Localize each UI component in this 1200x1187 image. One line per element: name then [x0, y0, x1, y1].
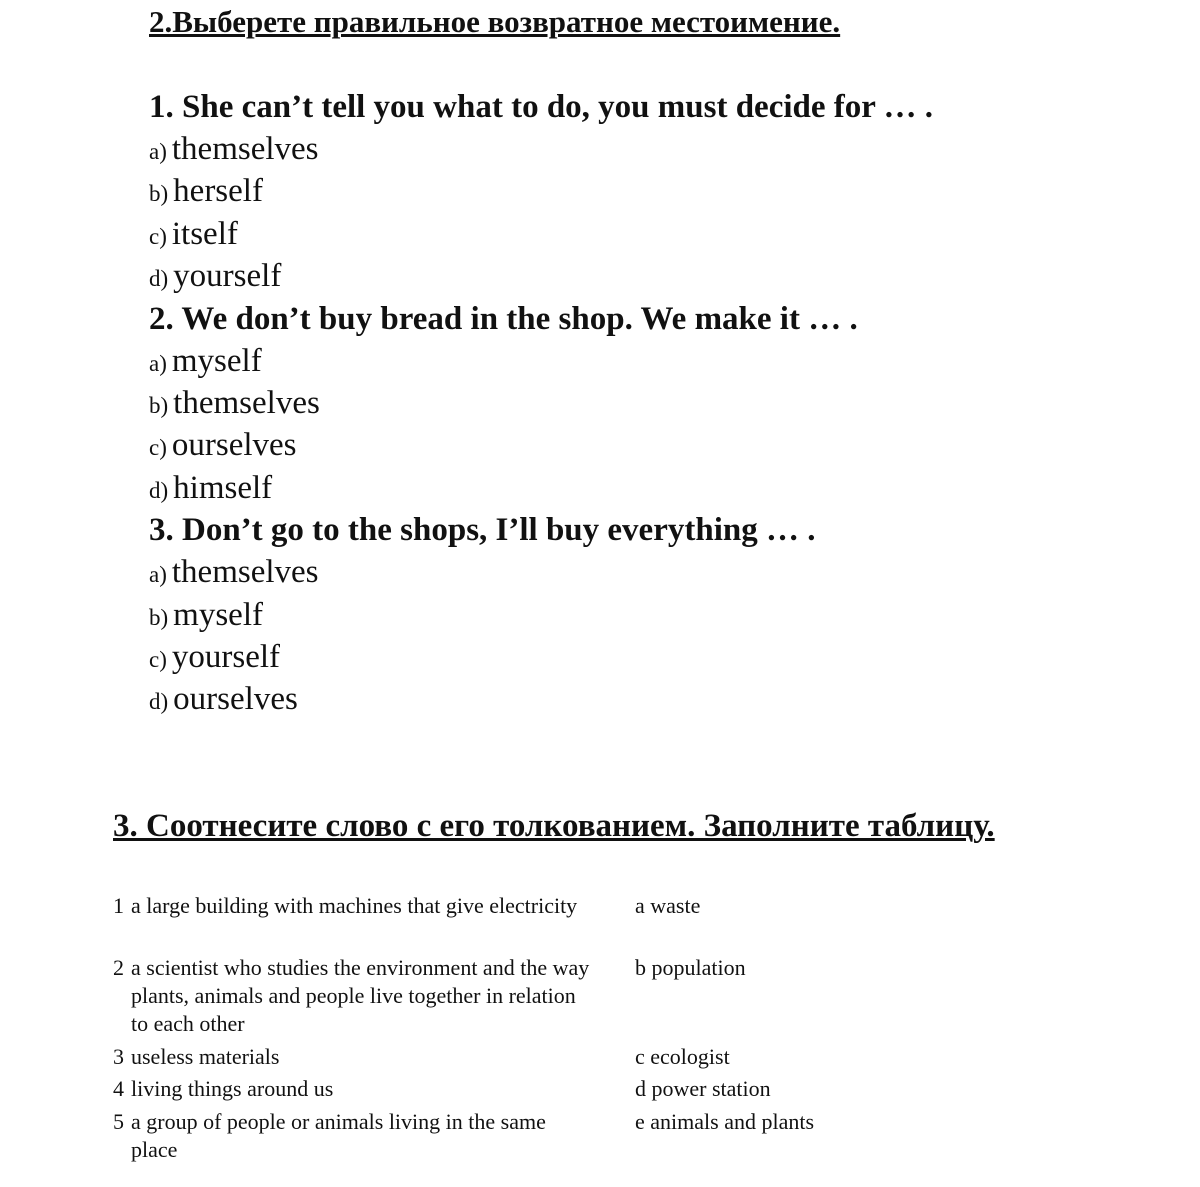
option-text: herself: [173, 173, 263, 210]
question-3: 3. Don’t go to the shops, I’ll buy everything … .: [149, 512, 816, 549]
option-letter: b): [149, 604, 169, 630]
option-letter: b): [149, 392, 169, 418]
q2-option-d: [149, 467, 1149, 509]
option-text: themselves: [173, 384, 320, 421]
option-letter: d): [149, 477, 169, 503]
definition-number: 5: [113, 1109, 124, 1134]
section-3-title: 3. Соотнесите слово с его толкованием. Заполните таблицу.: [113, 808, 995, 844]
q2-option-a: [149, 340, 1149, 382]
match-word: d power station: [635, 1076, 771, 1101]
definition-number: 4: [113, 1076, 124, 1101]
definition-text: useless materials: [131, 1044, 280, 1069]
definition-number: 1: [113, 893, 124, 918]
q1-option-d: [149, 255, 1149, 297]
option-text: yourself: [171, 638, 281, 675]
definition: [113, 954, 591, 1038]
q3-option-d: [149, 678, 1149, 720]
option-letter: c): [149, 646, 167, 672]
definition-text: living things around us: [131, 1076, 334, 1101]
quiz: [149, 86, 1149, 721]
option-letter: d): [149, 689, 169, 715]
match-word: c ecologist: [635, 1044, 730, 1069]
option-text: yourself: [173, 258, 282, 295]
option-text: ourselves: [173, 681, 298, 718]
definition-number: 2: [113, 955, 124, 980]
section-2-title: 2.Выберете правильное возвратное местоимение.: [149, 4, 841, 39]
question-2: 2. We don’t buy bread in the shop. We make it … .: [149, 300, 858, 337]
definition: [113, 892, 613, 920]
option-text: himself: [173, 469, 273, 506]
option-text: ourselves: [171, 427, 297, 464]
match-word: a waste: [635, 893, 701, 918]
option-text: themselves: [171, 131, 319, 167]
definition-text: a large building with machines that give electricity: [131, 893, 578, 918]
option-letter: a): [149, 350, 167, 376]
definition: [113, 1043, 613, 1071]
option-text: themselves: [171, 554, 319, 591]
option-text: myself: [171, 342, 262, 379]
q1-option-b: [149, 170, 1149, 212]
q1-option-c: [149, 213, 1149, 255]
definition: [113, 1075, 613, 1103]
q1-option-a: [149, 128, 1149, 170]
match-word: b population: [635, 955, 746, 980]
definition-text: a group of people or animals living in the same place: [131, 1109, 546, 1162]
q3-option-c: [149, 636, 1149, 678]
option-letter: a): [149, 139, 167, 164]
option-letter: d): [149, 266, 169, 292]
option-letter: c): [149, 223, 167, 249]
q3-option-b: [149, 594, 1149, 636]
match-word: e animals and plants: [635, 1109, 815, 1134]
option-text: myself: [173, 596, 263, 633]
question-1: 1. She can’t tell you what to do, you must decide for … .: [149, 89, 934, 125]
definition-text: a scientist who studies the environment and the way plants, animals and people live together in relation to each other: [131, 955, 590, 1036]
option-letter: c): [149, 435, 167, 461]
q2-option-c: [149, 424, 1149, 466]
option-letter: b): [149, 181, 169, 207]
q3-option-a: [149, 551, 1149, 593]
q2-option-b: [149, 382, 1149, 424]
definition: [113, 1108, 591, 1164]
option-text: itself: [171, 215, 238, 252]
definition-number: 3: [113, 1044, 124, 1069]
option-letter: a): [149, 562, 167, 588]
